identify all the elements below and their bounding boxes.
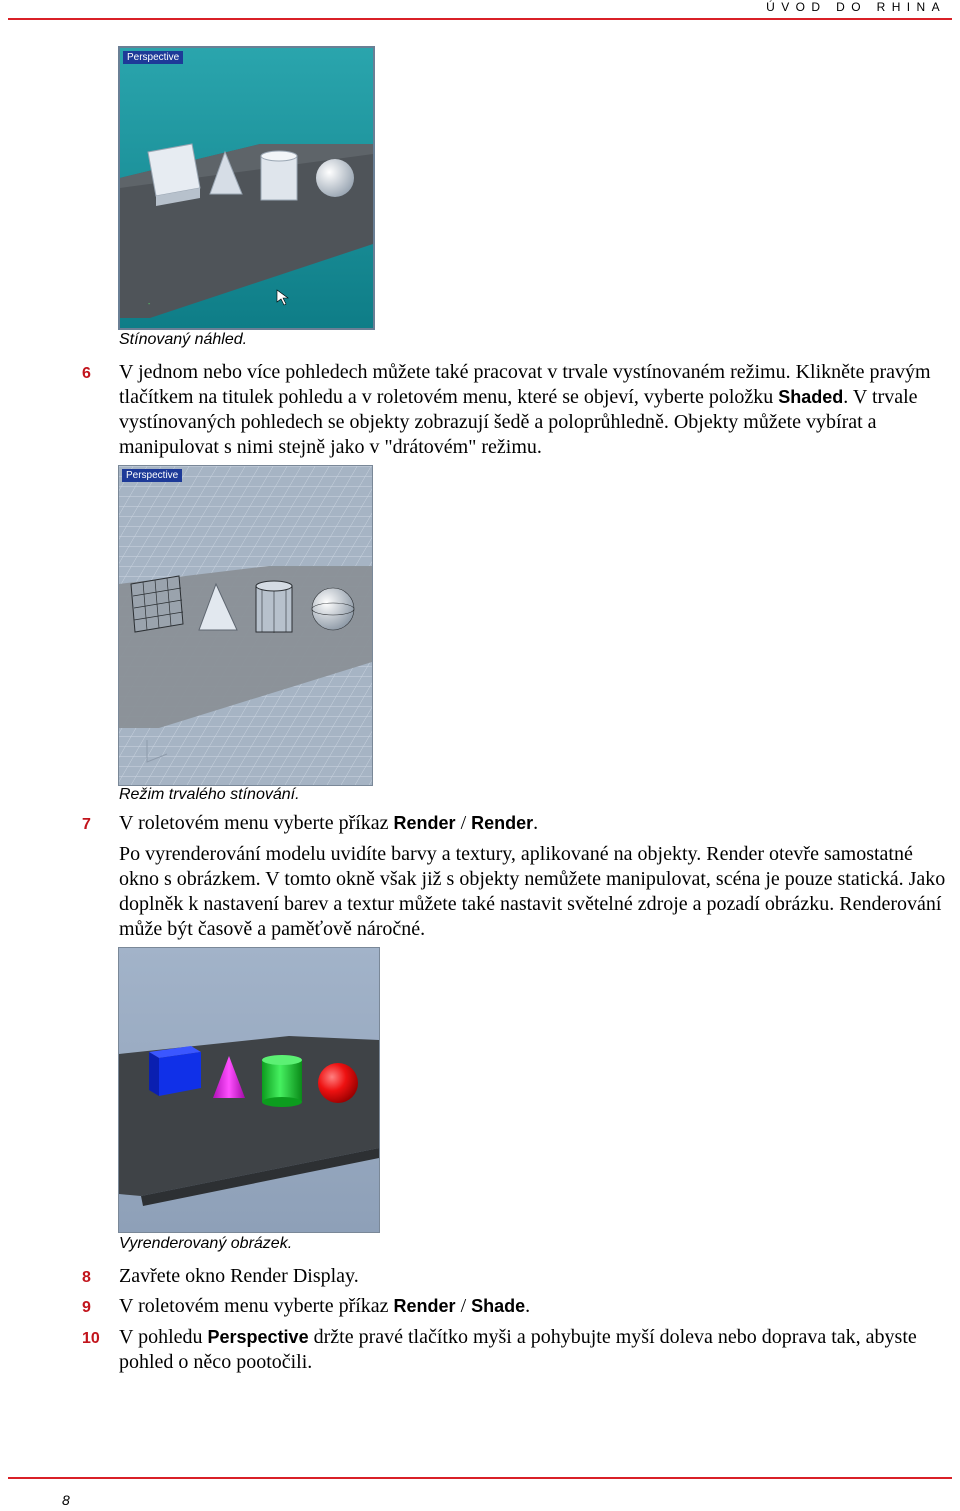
step-number: 7 xyxy=(82,816,91,833)
step-7-text: V roletovém menu vyberte příkaz Render / Render. xyxy=(119,812,539,834)
viewport-title-label[interactable]: Perspective xyxy=(122,469,182,482)
running-header: ÚVOD DO RHINA xyxy=(766,0,946,14)
step-7-detail: Po vyrenderování modelu uvidíte barvy a textury, aplikované na objekty. Render otevře samostatné okno s obrázkem. V tomto okně však již s objekty nemůžete manipulovat, scéna je pouze statická. Jako doplněk k nastavení barev a textur můžete také nastavit světelné zdroje a pozadí obrázku. Renderování může být časově a paměťově náročné. xyxy=(119,843,946,940)
figure-caption: Vyrenderovaný obrázek. xyxy=(119,1235,293,1252)
render-menu: Render xyxy=(393,813,456,833)
shaded-preview-image xyxy=(120,48,373,328)
step-number: 10 xyxy=(82,1330,100,1347)
step-10-text: V pohledu Perspective držte pravé tlačítko myši a pohybujte myší doleva nebo doprava tak, abyste pohled o něco pootočili. xyxy=(119,1326,917,1373)
rendered-image xyxy=(119,948,379,1232)
render-menu: Render xyxy=(393,1296,456,1316)
step-6-text: V jednom nebo více pohledech můžete také pracovat v trvale vystínovaném režimu. Klikněte pravým tlačítkem na titulek pohledu a v roletovém menu, které se objeví, vyberte položku Shaded. V trvale vystínovaných pohledech se objekty zobrazují šedě a poloprůhledně. Objekty můžete vybírat a manipulovat s nimi stejně jako v "drátovém" režimu. xyxy=(119,361,931,458)
step-number: 9 xyxy=(82,1299,91,1316)
page-number: 8 xyxy=(62,1492,70,1508)
figure-caption: Režim trvalého stínování. xyxy=(119,786,300,803)
persistent-shading-figure xyxy=(118,465,373,786)
viewport-title-label[interactable]: Perspective xyxy=(123,51,183,64)
render-command: Render xyxy=(471,813,534,833)
footer-rule xyxy=(8,1477,952,1479)
step-number: 6 xyxy=(82,365,91,382)
header-rule xyxy=(8,18,952,20)
persistent-shading-image xyxy=(119,466,372,785)
shaded-command: Shaded xyxy=(778,387,844,407)
perspective-viewport-name: Perspective xyxy=(207,1327,309,1347)
step-number: 8 xyxy=(82,1269,91,1286)
step-8-text: Zavřete okno Render Display. xyxy=(119,1265,359,1287)
figure-caption: Stínovaný náhled. xyxy=(119,331,248,348)
step-9-text: V roletovém menu vyberte příkaz Render / Shade. xyxy=(119,1295,531,1317)
svg-text:-: - xyxy=(148,301,151,308)
shade-command: Shade xyxy=(471,1296,526,1316)
rendered-image-figure xyxy=(118,947,380,1233)
shaded-preview-figure xyxy=(118,46,375,330)
